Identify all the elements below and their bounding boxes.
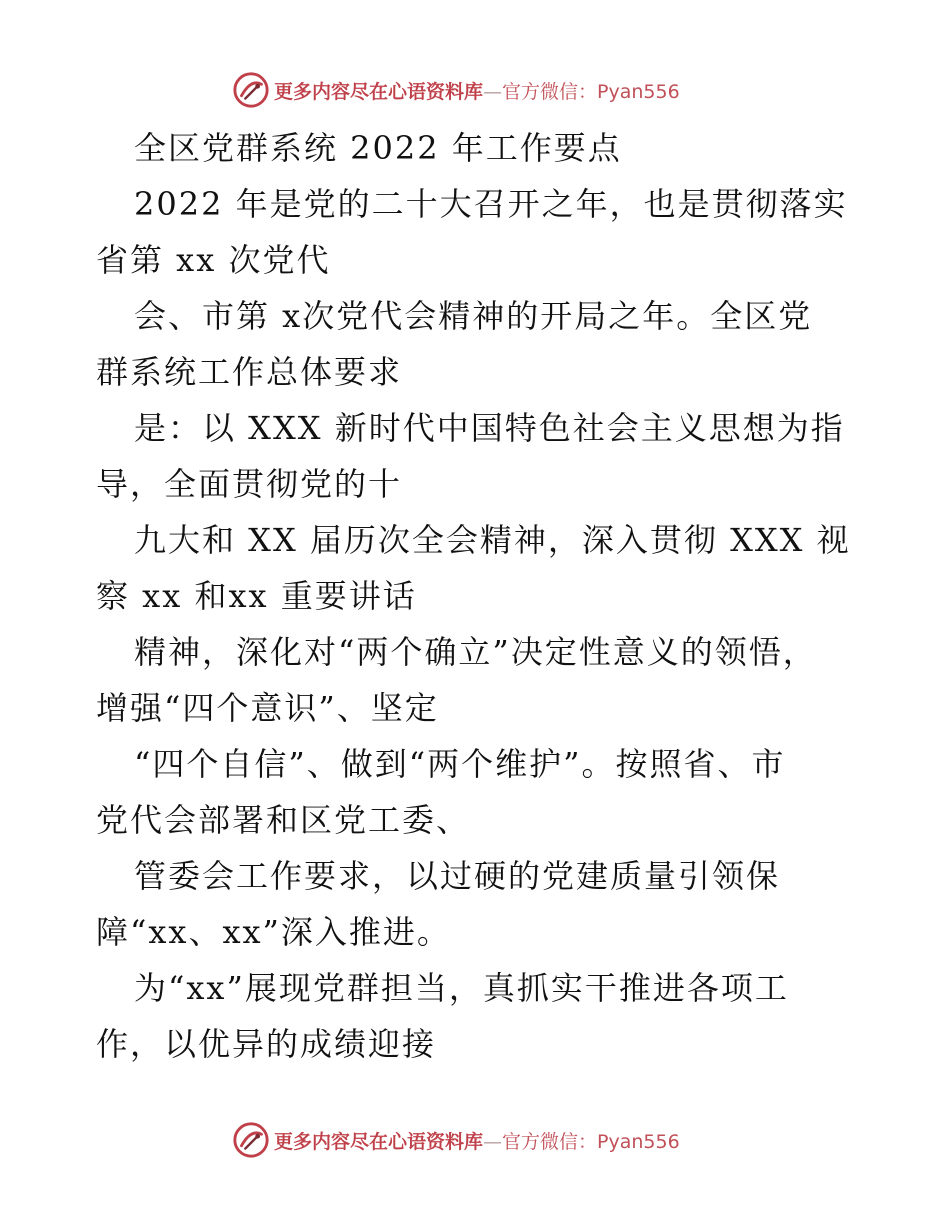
banner-separator: — — [483, 1130, 503, 1153]
banner-text — [274, 77, 680, 104]
paragraph-line: 九大和 XX 届历次全会精神，深入贯彻 XXX 视 — [134, 521, 851, 559]
brand-logo-icon — [232, 71, 270, 109]
document-title: 全区党群系统 2022 年工作要点 — [134, 129, 622, 167]
paragraph-line: 群系统工作总体要求 — [96, 353, 403, 391]
document-body — [96, 120, 856, 1072]
paragraph-line: 导，全面贯彻党的十 — [96, 465, 403, 503]
banner-brand: 更多内容尽在心语资料库 — [274, 1130, 484, 1153]
paragraph-line: 精神，深化对“两个确立”决定性意义的领悟， — [134, 633, 817, 671]
banner-text — [274, 1127, 680, 1154]
banner-brand: 更多内容尽在心语资料库 — [274, 80, 484, 103]
paragraph-line: 党代会部署和区党工委、 — [96, 801, 471, 839]
paragraph-line: 是：以 XXX 新时代中国特色社会主义思想为指 — [134, 409, 845, 447]
paragraph-line: 作，以优异的成绩迎接 — [96, 1025, 437, 1063]
paragraph-line: “四个自信”、做到“两个维护”。按照省、市 — [134, 745, 786, 783]
paragraph-line: 障“xx、xx”深入推进。 — [96, 913, 451, 951]
brand-logo-icon — [232, 1121, 270, 1159]
paragraph-line: 会、市第 x次党代会精神的开局之年。全区党 — [134, 297, 813, 335]
paragraph-line: 增强“四个意识”、坚定 — [96, 689, 439, 727]
paragraph-line: 察 xx 和xx 重要讲话 — [96, 577, 417, 615]
paragraph-line: 为“xx”展现党群担当，真抓实干推进各项工 — [134, 969, 789, 1007]
header-banner — [232, 70, 680, 110]
banner-separator: — — [483, 80, 503, 103]
paragraph-line: 2022 年是党的二十大召开之年，也是贯彻落实 — [134, 185, 848, 223]
banner-wechat: 官方微信：Pyan556 — [502, 80, 680, 103]
paragraph-line: 省第 xx 次党代 — [96, 241, 331, 279]
footer-banner — [232, 1120, 680, 1160]
paragraph-line: 管委会工作要求，以过硬的党建质量引领保 — [134, 857, 781, 895]
banner-wechat: 官方微信：Pyan556 — [502, 1130, 680, 1153]
